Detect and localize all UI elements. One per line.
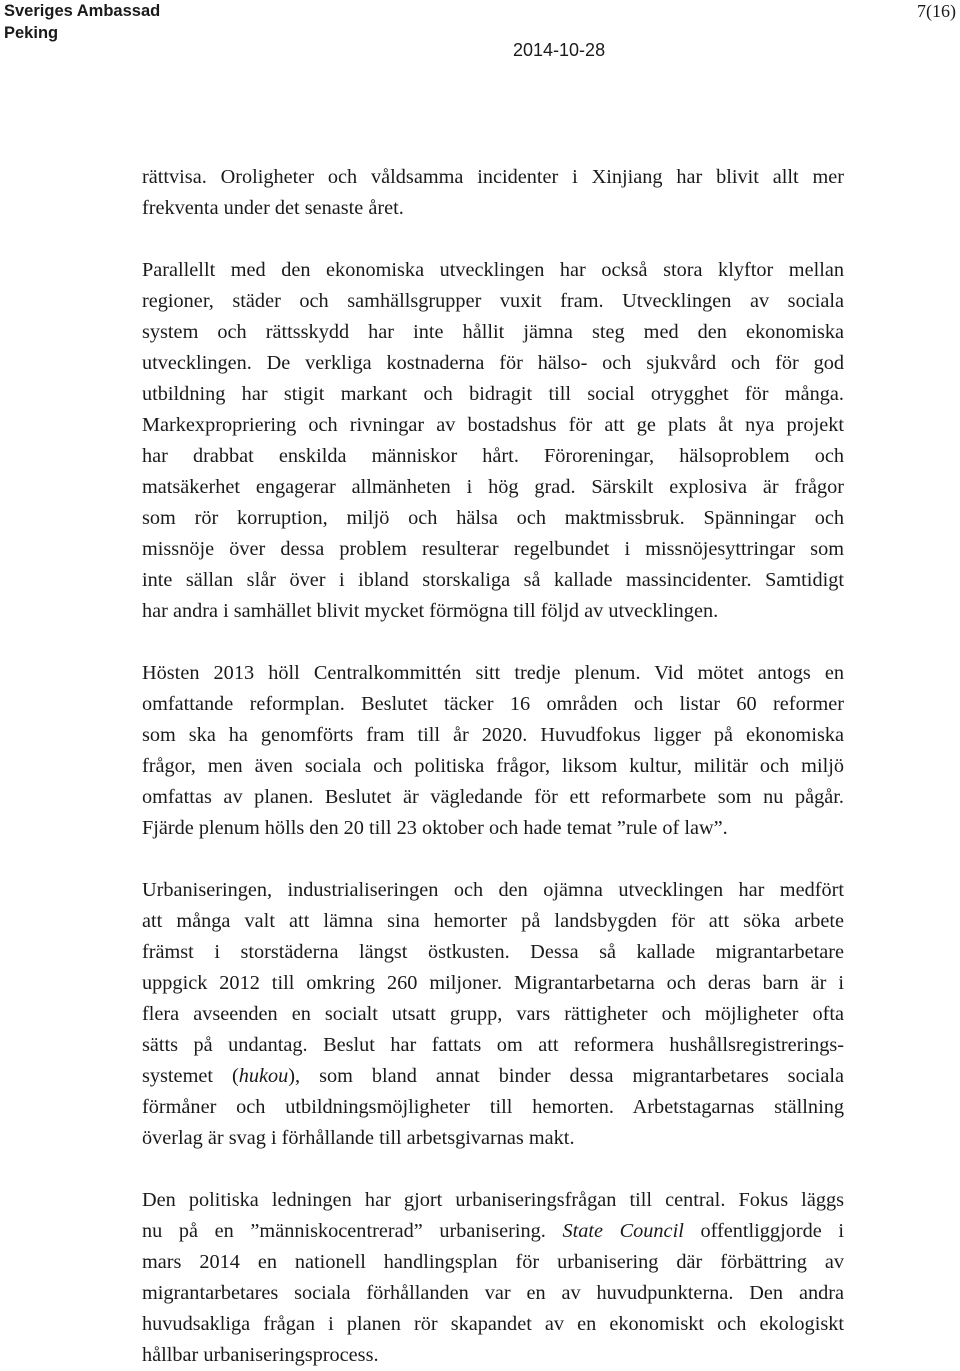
document-date: 2014-10-28 xyxy=(513,40,606,60)
text-fragment: offentliggjorde i xyxy=(683,1220,845,1242)
hukou-term: hukou xyxy=(238,1065,289,1087)
text-line: som ska ha genomförts fram till år 2020. Huvudfokus ligger på ekonomiska xyxy=(142,724,844,746)
text-line: Parallellt med den ekonomiska utvecklingen har också stora klyftor mellan xyxy=(142,259,844,281)
text-line: som rör korruption, miljö och hälsa och maktmissbruk. Spänningar och xyxy=(142,507,844,529)
text-fragment: ), som bland annat binder dessa migrantarbetares sociala xyxy=(288,1065,844,1087)
paragraph-1 xyxy=(142,162,844,224)
text-line: huvudsakliga frågan i planen rör skapandet av en ekonomiskt och ekologiskt xyxy=(142,1313,844,1335)
text-fragment: nu på en ”människocentrerad” urbanisering. xyxy=(142,1220,563,1242)
text-line: Markexpropriering och rivningar av bostadshus för att ge plats åt nya projekt xyxy=(142,414,844,436)
text-line: migrantarbetares sociala förhållanden var en av huvudpunkterna. Den andra xyxy=(142,1282,844,1304)
text-line xyxy=(142,1061,844,1092)
text-fragment: systemet ( xyxy=(142,1065,239,1087)
header-organization xyxy=(4,0,160,44)
page-number: 7(16) xyxy=(917,1,956,21)
text-line: utvecklingen. De verkliga kostnaderna för hälso- och sjukvård och för god xyxy=(142,352,844,374)
text-line: flera avseenden en socialt utsatt grupp, vars rättigheter och möjligheter ofta xyxy=(142,1003,844,1025)
text-line: Hösten 2013 höll Centralkommittén sitt tredje plenum. Vid mötet antogs en xyxy=(142,662,844,684)
text-line: mars 2014 en nationell handlingsplan för urbanisering där förbättring av xyxy=(142,1251,844,1273)
text-line: Urbaniseringen, industrialiseringen och den ojämna utvecklingen har medfört xyxy=(142,879,844,901)
text-line: missnöje över dessa problem resulterar regelbundet i missnöjesyttringar som xyxy=(142,538,844,560)
text-line: system och rättsskydd har inte hållit jämna steg med den ekonomiska xyxy=(142,321,844,343)
paragraph-5 xyxy=(142,1185,844,1371)
paragraph-3 xyxy=(142,658,844,844)
text-line: Fjärde plenum hölls den 20 till 23 oktober och hade temat ”rule of law”. xyxy=(142,817,728,839)
text-line: frågor, men även sociala och politiska frågor, liksom kultur, militär och miljö xyxy=(142,755,844,777)
state-council-term: State Council xyxy=(562,1220,684,1242)
text-line: omfattande reformplan. Beslutet täcker 16 områden och listar 60 reformer xyxy=(142,693,844,715)
text-line: uppgick 2012 till omkring 260 miljoner. Migrantarbetarna och deras barn är i xyxy=(142,972,844,994)
text-line xyxy=(142,1216,844,1247)
text-line: att många valt att lämna sina hemorter på landsbygden för att söka arbete xyxy=(142,910,844,932)
text-line: rättvisa. Oroligheter och våldsamma incidenter i Xinjiang har blivit allt mer xyxy=(142,166,844,188)
paragraph-4 xyxy=(142,875,844,1154)
text-line: Den politiska ledningen har gjort urbaniseringsfrågan till central. Fokus läggs xyxy=(142,1189,844,1211)
text-line: inte sällan slår över i ibland storskaliga så kallade massincidenter. Samtidigt xyxy=(142,569,844,591)
text-line: sätts på undantag. Beslut har fattats om att reformera hushållsregistrerings- xyxy=(142,1034,844,1056)
text-line: har drabbat enskilda människor hårt. Föroreningar, hälsoproblem och xyxy=(142,445,844,467)
text-line: utbildning har stigit markant och bidragit till social otrygghet för många. xyxy=(142,383,844,405)
text-line: regioner, städer och samhällsgrupper vuxit fram. Utvecklingen av sociala xyxy=(142,290,844,312)
text-line: frekventa under det senaste året. xyxy=(142,197,404,219)
paragraph-2 xyxy=(142,255,844,627)
header-org-line2: Peking xyxy=(4,24,59,42)
text-line: förmåner och utbildningsmöjligheter till hemorten. Arbetstagarnas ställning xyxy=(142,1096,844,1118)
text-line: har andra i samhället blivit mycket förmögna till följd av utvecklingen. xyxy=(142,600,719,622)
document-body xyxy=(142,162,844,1371)
text-line: hållbar urbaniseringsprocess. xyxy=(142,1344,379,1366)
header-org-line1: Sveriges Ambassad xyxy=(4,2,161,20)
text-line: omfattas av planen. Beslutet är vägledande för ett reformarbete som nu pågår. xyxy=(142,786,844,808)
text-line: överlag är svag i förhållande till arbetsgivarnas makt. xyxy=(142,1127,575,1149)
text-line: matsäkerhet engagerar allmänheten i hög grad. Särskilt explosiva är frågor xyxy=(142,476,844,498)
text-line: främst i storstäderna längst östkusten. Dessa så kallade migrantarbetare xyxy=(142,941,844,963)
